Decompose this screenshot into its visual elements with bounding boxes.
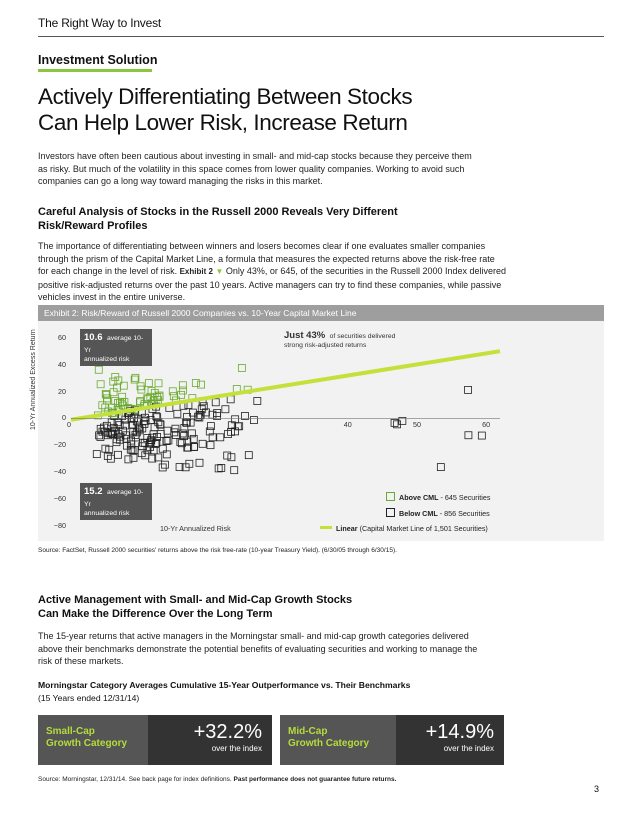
section2-body [38,630,598,668]
section2-subheading-period: (15 Years ended 12/31/14) [38,693,140,703]
point-above-cml [95,366,102,373]
point-below-cml [465,386,472,393]
point-below-cml [215,465,222,472]
footer-source [38,776,396,783]
intro-line: companies can go a long way toward managing the risks in this market. [38,176,323,187]
mid-cap-label-box [280,715,396,765]
point-below-cml [212,399,219,406]
point-below-cml [163,437,170,444]
point-below-cml [196,459,203,466]
y-tick-label: −80 [53,521,66,530]
point-below-cml [130,454,137,461]
point-above-cml [192,379,199,386]
point-above-cml [155,380,162,387]
section2-subheading: Morningstar Category Averages Cumulative 15-Year Outperformance vs. Their Benchmarks [38,680,411,690]
y-tick-label: −20 [53,440,66,450]
body-line: vehicles invest in the entire universe. [38,292,186,303]
point-below-cml [214,410,221,417]
box-note: over the index [211,744,262,753]
x-tick-label: 0 [67,420,71,430]
section1-heading-line: Risk/Reward Profiles [38,219,148,232]
y-tick-label: 20 [58,386,66,396]
point-below-cml [250,417,257,424]
box-label: Small-Cap [46,726,95,737]
legend-linear [320,524,488,533]
body-line: The 15-year returns that active managers in the Morningstar small- and mid-cap growth categories delivered [38,631,469,641]
section-tag: Investment Solution [38,53,158,67]
callout-text: average 10-Yr [84,489,144,508]
intro-paragraph [38,150,568,188]
y-tick-label: 60 [58,332,66,342]
intro-line: Investors have often been cautious about investing in small- and mid-cap stocks because they perceive them [38,151,472,161]
point-below-cml [159,464,166,471]
callout-avg-risk-below [80,483,152,520]
point-below-cml [391,419,398,426]
x-axis-label: 10-Yr Annualized Risk [160,524,231,533]
point-below-cml [245,452,252,459]
page-number: 3 [594,784,600,794]
x-tick-label: 50 [412,420,421,430]
box-label: Growth Category [288,738,370,749]
x-tick-label: 40 [343,420,352,430]
callout-text: average 10-Yr [84,335,144,354]
line-swatch-icon [320,526,332,529]
legend-count: 645 Securities [444,493,491,502]
point-below-cml [161,461,168,468]
scatter-points [93,364,485,473]
body-line: The importance of differentiating between winners and losers becomes clear if one evaluates smaller companies [38,241,486,251]
body-line [38,265,604,279]
y-tick-label: −60 [53,494,66,504]
intro-line: as risky. But much of the volatility in this space comes from lower quality companies. Working to avoid such [38,163,465,174]
box-label: Growth Category [46,738,128,749]
headline-line-1: Actively Differentiating Between Stocks [38,84,413,109]
point-below-cml [93,451,100,458]
footer-source-text: Source: Morningstar, 12/31/14. See back page for index definitions. [38,776,232,783]
box-value: +14.9% [425,721,494,743]
point-below-cml [207,442,214,449]
point-below-cml [199,440,206,447]
body-line: positive risk-adjusted returns over the past 10 years. Active managers can try to find these companies, while passive [38,279,502,290]
header-divider [38,36,604,37]
point-below-cml [125,456,132,463]
section2-heading-line: Active Management with Small- and Mid-Cap Growth Stocks [38,594,353,606]
annotation-value: Just 43% [284,330,326,341]
section-tag-underline [38,69,152,72]
callout-value: 15.2 [84,486,103,497]
point-above-cml [179,387,186,394]
point-above-cml [179,382,186,389]
point-below-cml [437,464,444,471]
exhibit-source: Source: FactSet, Russell 2000 securities' returns above the risk free-rate (10-year Treasury Yield). (6/30/05 through 6/30/15). [38,547,397,554]
legend-label: Above CML [399,493,439,502]
annotation-text: of securities delivered [329,333,396,340]
annotation-43-percent [284,329,395,350]
point-below-cml [164,427,171,434]
point-below-cml [231,467,238,474]
legend-count: 856 Securities [444,509,490,518]
body-line: risk of these markets. [38,656,124,667]
point-below-cml [107,455,114,462]
green-square-icon [386,492,395,501]
running-header: The Right Way to Invest [38,16,162,30]
point-above-cml [97,381,104,388]
point-below-cml [188,430,195,437]
box-note: over the index [443,744,494,753]
point-below-cml [218,464,225,471]
section1-heading-line: Careful Analysis of Stocks in the Russell 2000 Reveals Very Different [38,206,398,218]
box-label: Mid-Cap [288,726,328,737]
point-below-cml [217,434,224,441]
legend-desc: (Capital Market Line of 1,501 Securities) [359,524,488,533]
footer-disclaimer: Past performance does not guarantee future returns. [233,776,397,783]
callout-text: annualized risk [84,356,130,363]
point-below-cml [190,435,197,442]
mid-cap-value-box [396,715,504,765]
y-tick-label: 0 [62,413,66,423]
legend-label: Below CML [399,509,438,518]
point-above-cml [102,404,109,411]
headline-line-2: Can Help Lower Risk, Increase Return [38,110,408,135]
callout-value: 10.6 [84,332,103,343]
point-below-cml [254,398,261,405]
section2-heading-line: Can Make the Difference Over the Long Term [38,607,273,620]
triangle-down-icon: ▼ [215,267,224,277]
point-below-cml [224,452,231,459]
box-value: +32.2% [193,721,262,743]
point-above-cml [103,397,110,404]
point-below-cml [228,454,235,461]
y-tick-label: 40 [58,359,66,369]
body-line: above their benchmarks demonstrate the potential benefits of evaluating securities and working to manage the [38,643,478,654]
exhibit-title: Exhibit 2: Risk/Reward of Russell 2000 Companies vs. 10-Year Capital Market Line [44,308,357,318]
section2-heading [38,594,598,621]
point-above-cml [198,381,205,388]
point-below-cml [478,432,485,439]
exhibit-link[interactable]: Exhibit 2 [179,267,213,277]
point-above-cml [120,382,127,389]
callout-text: annualized risk [84,510,130,517]
callout-avg-risk-above [80,329,152,366]
section1-heading [38,206,598,233]
small-cap-value-box [148,715,272,765]
black-square-icon [386,508,395,517]
y-tick-label: −40 [53,467,66,477]
point-above-cml [238,364,245,371]
point-above-cml [112,397,119,404]
legend-below-cml: Below CML - 856 Securities [386,508,490,518]
body-line: through the prism of the Capital Market Line, a formula that measures the expected returns above the risk-free rate [38,253,495,264]
point-above-cml [145,380,152,387]
small-cap-label-box [38,715,148,765]
body-text: for each change in the level of risk. [38,266,178,277]
point-below-cml [174,410,181,417]
legend-label: Linear [336,524,358,533]
y-axis-label: 10-Yr Annualized Excess Return [30,329,37,430]
legend-above-cml: Above CML - 645 Securities [386,492,490,502]
x-tick-label: 60 [482,420,491,430]
annotation-text: strong risk-adjusted returns [284,342,367,349]
page-headline [38,84,598,136]
point-below-cml [465,432,472,439]
body-text: Only 43%, or 645, of the securities in the Russell 2000 Index delivered [225,266,507,277]
point-below-cml [114,451,121,458]
point-below-cml [227,396,234,403]
point-below-cml [222,406,229,413]
section1-body [38,240,604,304]
